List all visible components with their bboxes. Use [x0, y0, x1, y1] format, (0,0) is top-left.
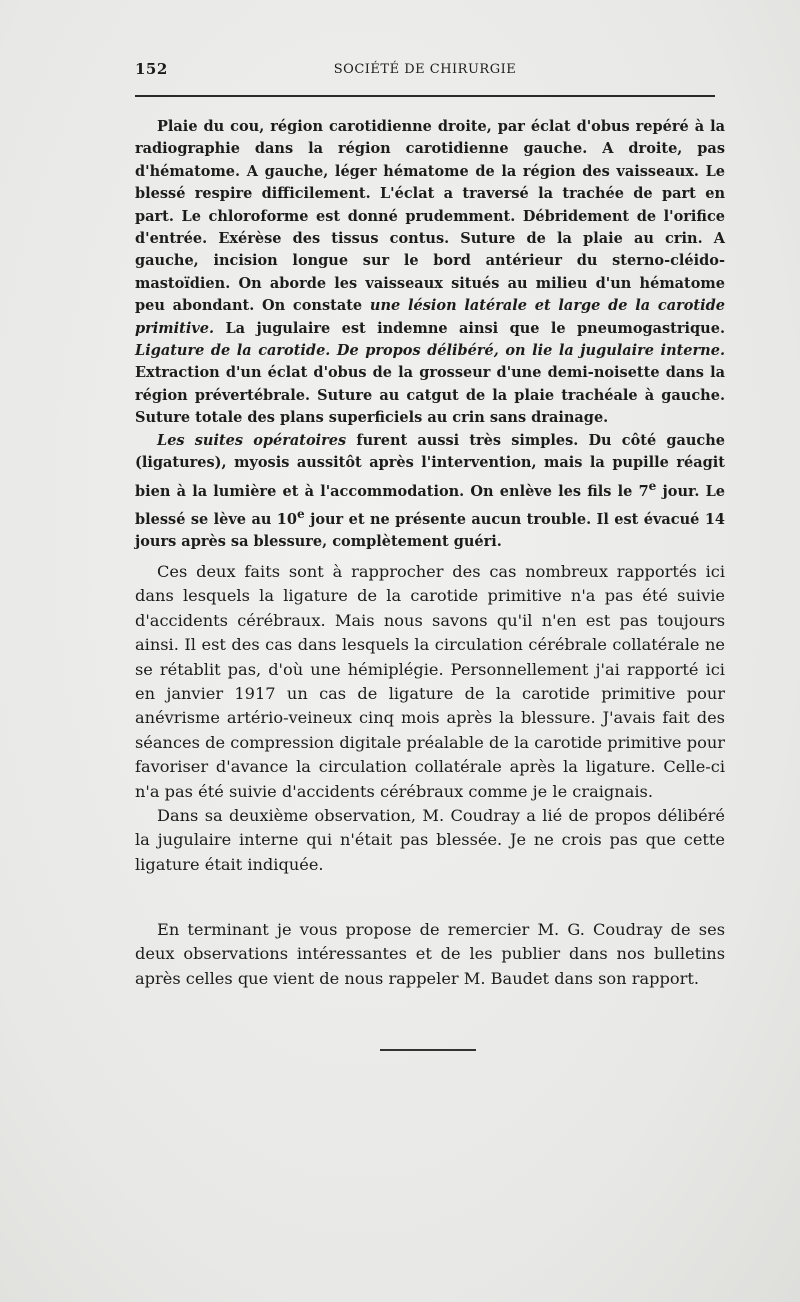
observation-emphasis: Les suites opératoires — [157, 431, 347, 449]
header-rule — [135, 95, 715, 97]
running-head: SOCIÉTÉ DE CHIRURGIE — [333, 62, 517, 77]
commentary-block — [135, 560, 725, 877]
observation-text: Extraction d'un éclat d'obus de la grosseur d'une demi-noisette dans la région prévertébrale. Suture au catgut de la plaie trachéale à gauche. Suture totale des plans superficiels au crin sans drainage. — [135, 364, 725, 427]
observation-block — [135, 116, 725, 553]
page-header — [135, 60, 715, 84]
commentary-paragraph: Dans sa deuxième observation, M. Coudray a lié de propos délibéré la jugulaire interne qui n'était pas blessée. Je ne crois pas que cette ligature était indiquée. — [135, 806, 725, 874]
observation-text: Plaie du cou, région carotidienne droite, par éclat d'obus repéré à la radiographie dans la région carotidienne gauche. A droite, pas d'hématome. A gauche, léger hématome de la région des vaisseaux. Le blessé respire difficilement. L'éclat a traversé la trachée de part en part. Le chloroforme est donné prudemment. Débridement de l'orifice d'entrée. Exérèse des tissus contus. Suture de la plaie au crin. A gauche, incision longue sur le bord antérieur du sterno-cléido-mastoïdien. On aborde les vaisseaux situés au milieu d'un hématome peu abondant. On constate — [135, 118, 725, 315]
observation-text: jour. Le blessé se lève au 10 — [135, 482, 725, 528]
observation-emphasis: Ligature de la carotide. De propos délibéré, on lie la jugulaire interne. — [135, 342, 725, 360]
observation-paragraph — [135, 430, 725, 554]
end-rule — [380, 1049, 476, 1051]
commentary-paragraph: Ces deux faits sont à rapprocher des cas nombreux rapportés ici dans lesquels la ligature de la carotide primitive n'a pas été suivie d'accidents cérébraux. Mais nous savons qu'il n'en est pas toujours ainsi. Il est des cas dans lesquels la circulation cérébrale collatérale ne se rétablit pas, d'où une hémiplégie. Personnellement j'ai rapporté ici en janvier 1917 un cas de ligature de la carotide primitive pour anévrisme artério-veineux cinq mois après la blessure. J'avais fait des séances de compression digitale préalable de la carotide primitive pour favoriser d'avance la circulation collatérale après la ligature. Celle-ci n'a pas été suivie d'accidents cérébraux comme je le craignais. — [135, 562, 725, 801]
observation-text: jour et ne présente aucun trouble. Il est évacué 14 jours après sa blessure, complètement guéri. — [135, 510, 725, 550]
superscript: e — [296, 506, 305, 521]
superscript: e — [648, 478, 657, 493]
observation-text: La jugulaire est indemne ainsi que le pneumogastrique. — [214, 319, 725, 337]
observation-emphasis: une lésion latérale et large de la carotide primitive. — [135, 297, 725, 337]
page-number: 152 — [135, 60, 168, 78]
observation-paragraph — [135, 116, 725, 430]
conclusion-block — [135, 918, 725, 991]
observation-text: furent aussi très simples. Du côté gauche (ligatures), myosis aussitôt après l'intervention, mais la pupille réagit bien à la lumière et à l'accommodation. On enlève les fils le 7 — [135, 431, 725, 500]
conclusion-paragraph: En terminant je vous propose de remercier M. G. Coudray de ses deux observations intéressantes et de les publier dans nos bulletins après celles que vient de nous rappeler M. Baudet dans son rapport. — [135, 920, 725, 988]
